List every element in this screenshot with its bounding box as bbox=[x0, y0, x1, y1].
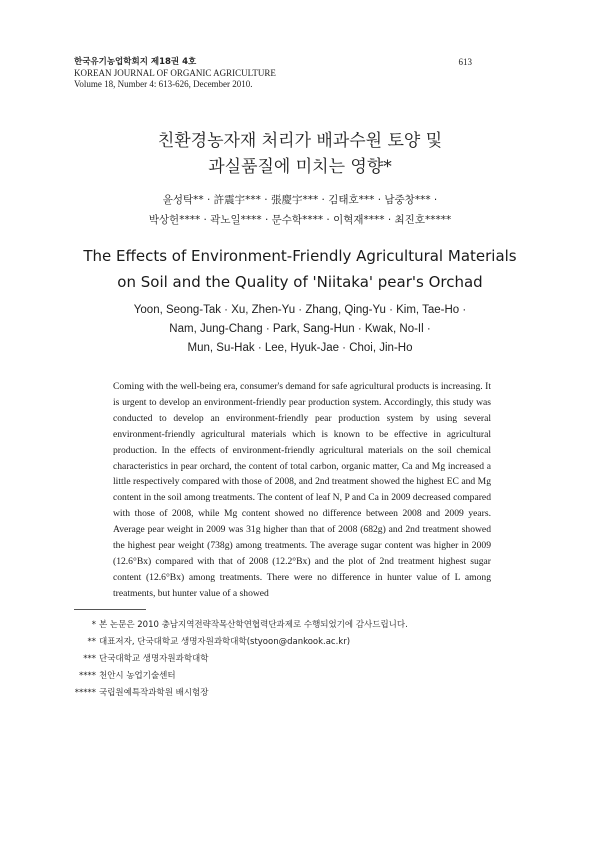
journal-header bbox=[74, 57, 276, 90]
footnote bbox=[74, 617, 408, 634]
title-korean-line-2: 과실품질에 미치는 영향* bbox=[208, 157, 392, 177]
footnote-text: 국립원예특작과학원 배시험장 bbox=[99, 688, 209, 698]
footnotes bbox=[74, 617, 408, 702]
title-english-line-1: The Effects of Environment-Friendly Agricultural Materials bbox=[83, 247, 517, 265]
page-number: 613 bbox=[458, 57, 472, 67]
footnote-text: 본 논문은 2010 충남지역전략작목산학연협력단과제로 수행되었기에 감사드립니다. bbox=[99, 620, 408, 630]
authors-korean-line-2: 박상헌**** · 곽노일**** · 문수학**** · 이혁재**** · 최진호***** bbox=[148, 214, 452, 226]
title-english bbox=[0, 243, 600, 295]
footnote bbox=[74, 651, 408, 668]
authors-korean-line-1: 윤성탁** · 許震宇*** · 張慶宇*** · 김태호*** · 남중창*** · bbox=[162, 194, 438, 206]
footnote bbox=[74, 634, 408, 651]
footnote-mark: ***** bbox=[74, 688, 96, 698]
authors-english-line-3: Mun, Su-Hak · Lee, Hyuk-Jae · Choi, Jin-Ho bbox=[187, 342, 413, 354]
footnote bbox=[74, 668, 408, 685]
footnote-mark: *** bbox=[83, 654, 96, 664]
footnote-mark: **** bbox=[79, 671, 96, 681]
footnote-text: 단국대학교 생명자원과학대학 bbox=[99, 654, 209, 664]
authors-english-line-1: Yoon, Seong-Tak · Xu, Zhen-Yu · Zhang, Qing-Yu · Kim, Tae-Ho · bbox=[133, 304, 467, 316]
authors-korean bbox=[0, 190, 600, 230]
journal-name-english: KOREAN JOURNAL OF ORGANIC AGRICULTURE bbox=[74, 68, 276, 78]
journal-volume-info: Volume 18, Number 4: 613-626, December 2010. bbox=[74, 79, 253, 89]
abstract-text: Coming with the well-being era, consumer's demand for safe agricultural products is increasing. It is urgent to develop an environment-friendly pear production system. Accordingly, this study was conducted to develop an environment-friendly pear production system by using several environment-friendly agricultural materials which is known to be effective in agricultural production. In the effects of environment-friendly agricultural materials on the soil chemical characteristics in pear orchard, the content of total carbon, organic matter, Ca and Mg increased a little respectively compared with those of 2008, and 2nd treatment showed the highest EC and Mg content in the soil among treatments. The content of leaf N, P and Ca in 2009 decreased compared with those of 2008, while Mg content showed no difference between 2008 and 2009 years. Average pear weight in 2009 was 31g higher than that of 2008 (682g) and 2nd treatment showed the highest pear weight (738g) among treatments. The average sugar content was higher in 2009 (12.6°Bx) compared with that of 2008 (12.2°Bx) and the plot of 2nd treatment highest sugar content (12.6°Bx) among treatments. There were no difference in hunter value of L among treatments, but hunter value of a showed bbox=[113, 381, 491, 599]
title-korean bbox=[0, 128, 600, 180]
footnote-mark: * bbox=[91, 620, 96, 630]
title-english-line-2: on Soil and the Quality of 'Niitaka' pear's Orchad bbox=[117, 273, 483, 291]
authors-english bbox=[0, 301, 600, 358]
footnote-text: 대표저자, 단국대학교 생명자원과학대학(styoon@dankook.ac.kr) bbox=[99, 637, 351, 647]
footnote bbox=[74, 685, 408, 702]
journal-name-korean: 한국유기농업학회지 제18권 4호 bbox=[74, 57, 197, 67]
authors-english-line-2: Nam, Jung-Chang · Park, Sang-Hun · Kwak, No-Il · bbox=[169, 323, 431, 335]
footnote-divider bbox=[74, 609, 146, 610]
footnote-mark: ** bbox=[87, 637, 96, 647]
footnote-text: 천안시 농업기술센터 bbox=[99, 671, 176, 681]
title-korean-line-1: 친환경농자재 처리가 배과수원 토양 및 bbox=[157, 131, 443, 151]
